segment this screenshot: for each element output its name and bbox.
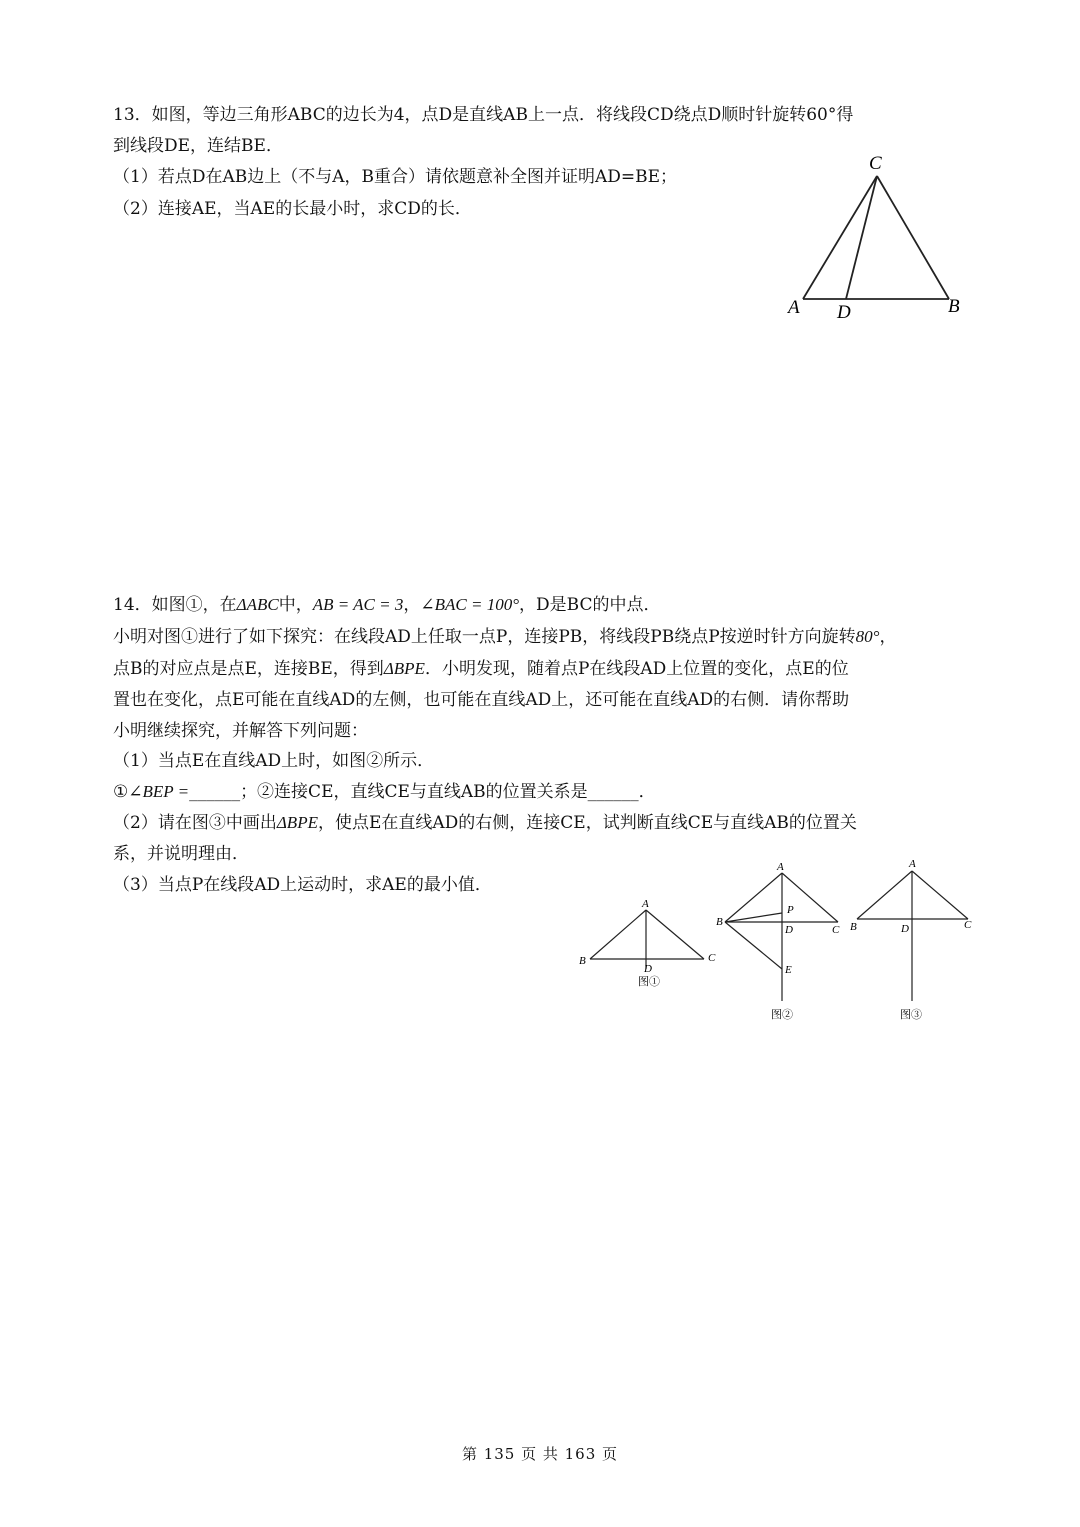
- p13-segment-cd: [846, 176, 877, 299]
- fig2-label-d: D: [785, 924, 793, 936]
- fig1-caption: 图①: [638, 976, 660, 988]
- fig3-label-d: D: [901, 923, 909, 935]
- p14-triangle-abc: ΔABC: [236, 595, 279, 614]
- fig3-caption: 图③: [900, 1009, 922, 1021]
- p14-comma: ，: [403, 595, 421, 615]
- p14-figures: [570, 855, 990, 1030]
- p13-label-b: B: [948, 296, 960, 317]
- p14-line5: 小明继续探究，并解答下列问题：: [113, 721, 368, 741]
- p13-label-a: A: [788, 297, 800, 318]
- p14-angle-bep-expr: ∠BEP =: [128, 782, 190, 801]
- p14-ab-ac-expr: AB = AC = 3: [312, 595, 404, 614]
- p14-line2-b: ，: [879, 627, 897, 647]
- fig2-caption: 图②: [771, 1009, 793, 1021]
- fig3-side-ac: [912, 871, 968, 919]
- p14-line2-a: 小明对图①进行了如下探究：在线段AD上任取一点P，连接PB，将线段PB绕点P按逆时针方向旋转: [113, 627, 856, 647]
- p14-line1-a: 14．如图①，在: [113, 595, 237, 615]
- p14-angle-80: 80°: [855, 627, 880, 646]
- fig2-segment-be: [725, 922, 782, 969]
- p13-label-d: D: [837, 302, 851, 323]
- p14-blank-2: ______: [587, 782, 639, 802]
- fig3-label-b: B: [850, 921, 857, 933]
- fig2-label-b: B: [716, 916, 723, 928]
- p14-question3: （3）当点P在线段AD上运动时，求AE的最小值．: [113, 875, 492, 895]
- p14-line3-a: 点B的对应点是点E，连接BE，得到: [113, 659, 384, 679]
- fig3-label-a: A: [909, 858, 916, 870]
- p14-q1-prefix: ①: [113, 782, 129, 802]
- p13-label-c: C: [869, 153, 882, 174]
- p14-question2-line1: [113, 808, 857, 838]
- p13-line1: 13．如图，等边三角形ABC的边长为4，点D是直线AB上一点．将线段CD绕点D顺时针旋转60°得: [113, 105, 854, 125]
- p14-line2: [113, 622, 896, 652]
- p14-angle-bac-expr: ∠BAC = 100°: [420, 595, 519, 614]
- p13-triangle-figure: [780, 150, 980, 330]
- fig1-label-a: A: [642, 898, 649, 910]
- fig1-label-d: D: [644, 963, 652, 975]
- p14-q2-a: （2）请在图③中画出: [113, 813, 277, 833]
- p14-line1-b: 中，: [278, 595, 313, 615]
- p14-line1: [113, 590, 660, 620]
- p14-question1: （1）当点E在直线AD上时，如图②所示．: [113, 751, 435, 771]
- p14-q1-mid: ；②连接CE，直线CE与直线AB的位置关系是: [240, 782, 588, 802]
- p13-line2: 到线段DE，连结BE．: [113, 136, 283, 156]
- fig2-label-e: E: [785, 964, 792, 976]
- fig3-side-ab: [857, 871, 912, 919]
- page-footer: 第 135 页 共 163 页: [461, 1445, 619, 1463]
- fig1-label-b: B: [579, 955, 586, 967]
- fig3-label-c: C: [964, 919, 972, 931]
- fig1-side-ac: [646, 910, 704, 959]
- p14-line4: 置也在变化，点E可能在直线AD的左侧，也可能在直线AD上，还可能在直线AD的右侧．请你帮助: [113, 690, 850, 710]
- p14-blank-1: ______: [189, 782, 241, 802]
- p14-question2-line2: 系，并说明理由．: [113, 844, 249, 864]
- p13-side-ca: [803, 176, 877, 299]
- p14-line3: [113, 654, 849, 684]
- p14-line3-b: ．小明发现，随着点P在线段AD上位置的变化，点E的位: [424, 659, 849, 679]
- p14-triangle-bpe: ΔBPE: [383, 659, 425, 678]
- p14-q1-end: ．: [638, 782, 656, 802]
- p13-side-cb: [877, 176, 949, 299]
- p14-q2-b: ，使点E在直线AD的右侧，连接CE，试判断直线CE与直线AB的位置关: [317, 813, 857, 833]
- p13-question2: （2）连接AE，当AE的长最小时，求CD的长．: [113, 199, 472, 219]
- fig2-label-a: A: [777, 861, 784, 873]
- p14-line1-c: ，D是BC的中点．: [519, 595, 661, 615]
- fig1-label-c: C: [708, 952, 716, 964]
- fig2-label-p: P: [787, 904, 794, 916]
- p14-triangle-bpe-2: ΔBPE: [276, 813, 318, 832]
- p13-question1: （1）若点D在AB边上（不与A，B重合）请依题意补全图并证明AD=BE；: [113, 167, 678, 187]
- fig1-side-ab: [590, 910, 646, 959]
- p14-question1-parts: [113, 777, 656, 807]
- fig2-label-c: C: [832, 924, 840, 936]
